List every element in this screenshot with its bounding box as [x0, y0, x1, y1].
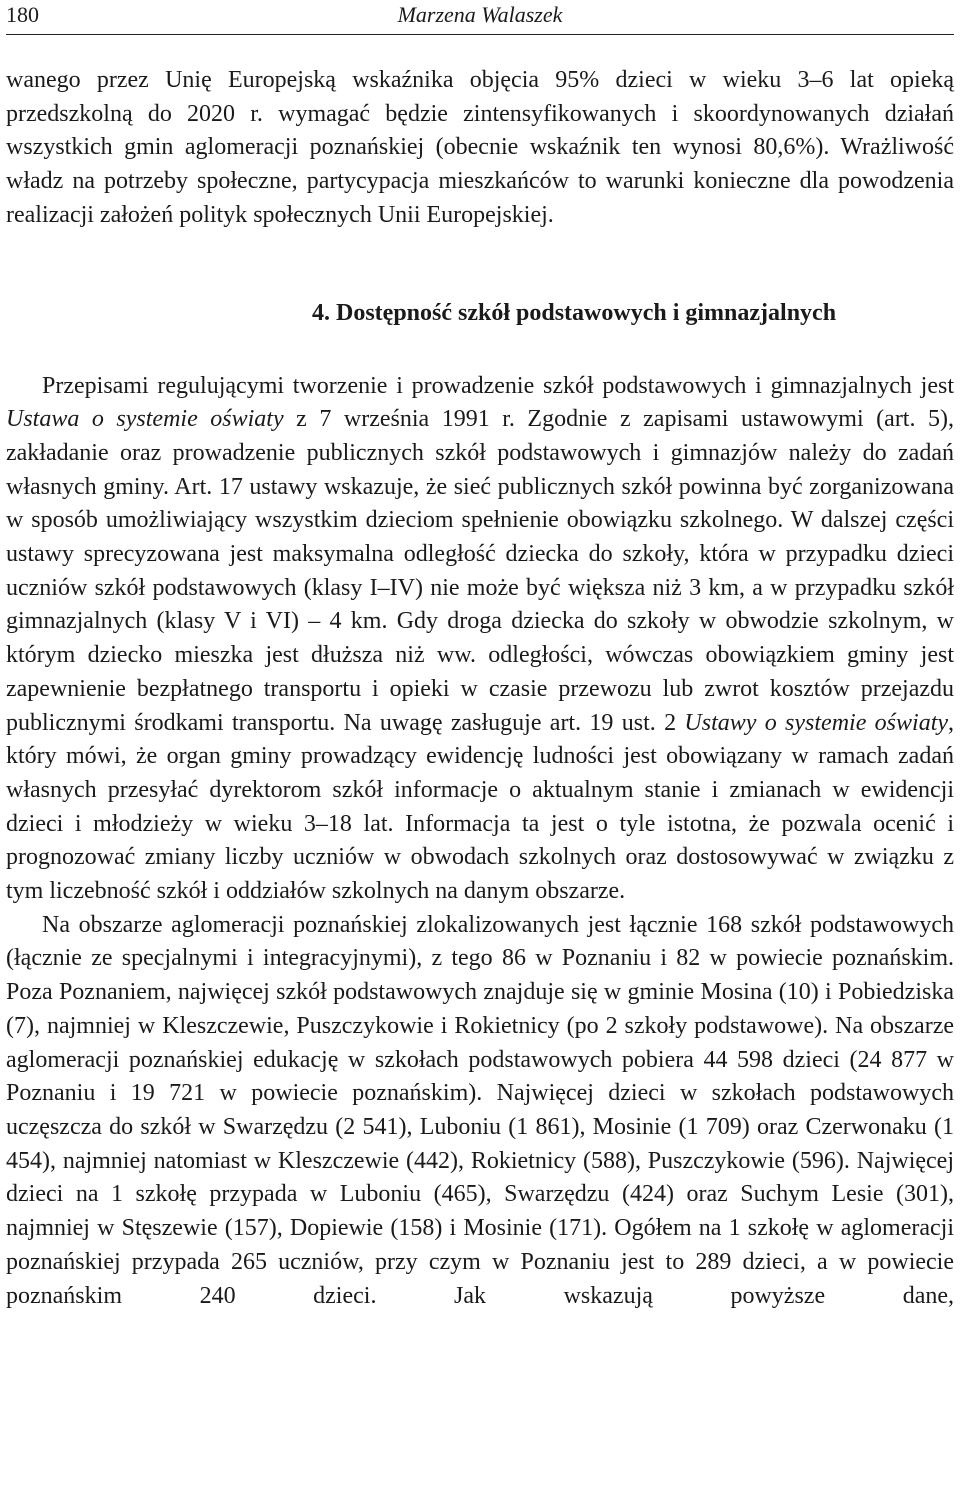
- paragraph-2-text-e: , który mówi, że organ gminy prowadzący ewidencję ludności jest obowiązany w ramach zadań własnych przesyłać dyrektorom szkół informacje o aktualnym stanie i zmianach w ewidencji dzieci i młodzieży w wieku 3–18 lat. Informacja ta jest o tyle istotna, że pozwala ocenić i prognozować zmiany liczby uczniów w obwodach szkolnych oraz dostosowywać w związku z tym liczebność szkół i oddziałów szkolnych na danym obszarze.: [6, 709, 955, 905]
- paragraph-2: [6, 370, 954, 909]
- section-heading: 4. Dostępność szkół podstawowych i gimnazjalnych: [312, 299, 837, 326]
- paragraph-1: wanego przez Unię Europejską wskaźnika objęcia 95% dzieci w wieku 3–6 lat opieką przedszkolną do 2020 r. wymagać będzie zintensyfikowanych i skoordynowanych działań wszystkich gmin aglomeracji poznańskiej (obecnie wskaźnik ten wynosi 80,6%). Wrażliwość władz na potrzeby społeczne, partycypacja mieszkańców to warunki konieczne dla powodzenia realizacji założeń polityk społecznych Unii Europejskiej.: [6, 67, 954, 228]
- page-number: 180: [6, 2, 39, 27]
- document-page: [6, 0, 954, 1313]
- paragraph-2-text-c: z 7 września 1991 r. Zgodnie z zapisami ustawowymi (art. 5), zakładanie oraz prowadzenie publicznych szkół podstawowych i gimnazjów należy do zadań własnych gminy. Art. 17 ustawy wskazuje, że sieć publicznych szkół powinna być zorganizowana w sposób umożliwiający wszystkim dzieciom spełnienie obowiązku szkolnego. W dalszej części ustawy sprecyzowana jest maksymalna odległość dziecka do szkoły, która w przypadku dzieci uczniów szkół podstawowych (klasy I–IV) nie może być większa niż 3 km, a w przypadku szkół gimnazjalnych (klasy V i VI) – 4 km. Gdy droga dziecka do szkoły w obwodzie szkolnym, w którym dziecko mieszka jest dłuższa niż ww. odległości, wówczas obowiązkiem gminy jest zapewnienie bezpłatnego transportu i opieki w czasie przewozu lub zwrot kosztów przejazdu publicznymi środkami transportu. Na uwagę zasługuje art. 19 ust. 2: [6, 406, 955, 736]
- running-header: [6, 0, 954, 35]
- running-header-author: Marzena Walaszek: [397, 2, 563, 27]
- paragraph-2-text-a: Przepisami regulującymi tworzenie i prowadzenie szkół podstawowych i gimnazjalnych jest: [42, 372, 954, 399]
- act-title-italic-2: Ustawy o systemie oświaty: [684, 709, 949, 736]
- act-title-italic: Ustawa o systemie oświaty: [6, 406, 284, 433]
- paragraph-3: Na obszarze aglomeracji poznańskiej zlokalizowanych jest łącznie 168 szkół podstawowych (łącznie ze specjalnymi i integracyjnymi), z tego 86 w Poznaniu i 82 w powiecie poznańskim. Poza Poznaniem, najwięcej szkół podstawowych znajduje się w gminie Mosina (10) i Pobiedziska (7), najmniej w Kleszczewie, Puszczykowie i Rokietnicy (po 2 szkoły podstawowe). Na obszarze aglomeracji poznańskiej edukację w szkołach podstawowych pobiera 44 598 dzieci (24 877 w Poznaniu i 19 721 w powiecie poznańskim). Najwięcej dzieci w szkołach podstawowych uczęszcza do szkół w Swarzędzu (2 541), Luboniu (1 861), Mosinie (1 709) oraz Czerwonaku (1 454), najmniej natomiast w Kleszczewie (442), Rokietnicy (588), Puszczykowie (596). Najwięcej dzieci na 1 szkołę przypada w Luboniu (465), Swarzędzu (424) oraz Suchym Lesie (301), najmniej w Stęszewie (157), Dopiewie (158) i Mosinie (171). Ogółem na 1 szkołę w aglomeracji poznańskiej przypada 265 uczniów, przy czym w Poznaniu jest to 289 dzieci, a w powiecie poznańskim 240 dzieci. Jak wskazują powyższe dane,: [6, 911, 954, 1309]
